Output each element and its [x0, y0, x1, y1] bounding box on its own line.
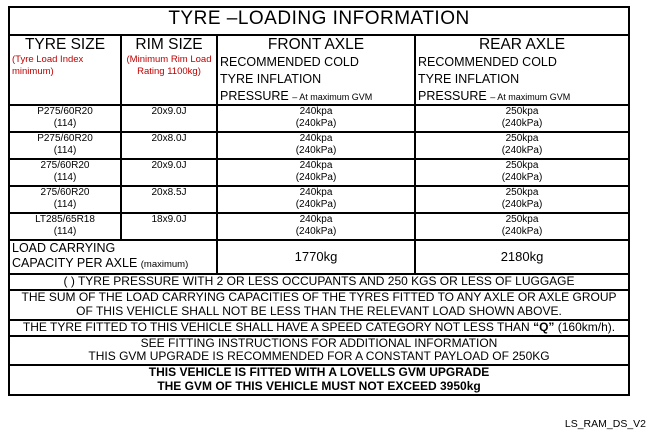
front-axle-header — [217, 35, 415, 105]
speed-category-note — [9, 320, 629, 336]
rear-pressure-value: 250kpa — [505, 133, 539, 145]
front-load-capacity: 1770kg — [217, 240, 415, 274]
load-sum-note: THE SUM OF THE LOAD CARRYING CAPACITIES OF THE TYRES FITTED TO ANY AXLE OR AXLE GROUP OF THIS VEHICLE SHALL NOT BE LESS THAN THE RELEVANT LOAD SHOWN ABOVE. — [9, 290, 629, 320]
front-pressure-label: PRESSURE — [220, 88, 289, 103]
front-pressure-value: 240kpa — [299, 160, 333, 172]
fitting-note-line2: THIS GVM UPGRADE IS RECOMMENDED FOR A CONSTANT PAYLOAD OF 250KG — [88, 349, 550, 364]
rear-pressure-alt: (240kPa) — [501, 198, 543, 210]
rear-pressure-alt: (240kPa) — [501, 225, 543, 237]
rear-pressure-cell — [415, 159, 629, 186]
front-pressure-value: 240kpa — [299, 106, 333, 118]
upgrade-note-row — [9, 365, 629, 395]
table-row — [9, 132, 629, 159]
tyre-size-cell — [9, 159, 121, 186]
front-pressure-cell — [217, 132, 415, 159]
rear-pressure-cell — [415, 105, 629, 132]
tyre-size-note: (Tyre Load Index minimum) — [12, 53, 84, 78]
load-index-value: (114) — [53, 144, 77, 156]
tyre-size-header — [9, 35, 121, 105]
front-pressure-cell — [217, 186, 415, 213]
front-pressure-value: 240kpa — [299, 133, 333, 145]
rear-pressure-note: – At maximum GVM — [490, 91, 571, 102]
speed-category: “Q” — [533, 319, 555, 334]
front-pressure-alt: (240kPa) — [295, 144, 337, 156]
front-pressure-cell — [217, 213, 415, 240]
tyre-size-cell — [9, 105, 121, 132]
upgrade-note-line2: THE GVM OF THIS VEHICLE MUST NOT EXCEED 3950kg — [157, 379, 481, 394]
rear-pressure-cell — [415, 213, 629, 240]
rim-size-header — [121, 35, 217, 105]
gvm-upgrade-note — [9, 365, 629, 395]
pressure-note-row — [9, 274, 629, 290]
table-title: TYRE –LOADING INFORMATION — [9, 7, 629, 35]
speed-note-suffix: (160km/h). — [557, 319, 616, 334]
speed-note-row — [9, 320, 629, 336]
header-row — [9, 35, 629, 105]
front-pressure-alt: (240kPa) — [295, 117, 337, 129]
front-pressure-value: 240kpa — [299, 214, 333, 226]
fitting-note-row — [9, 336, 629, 366]
load-capacity-line2: CAPACITY PER AXLE — [12, 255, 138, 270]
load-index-value: (114) — [53, 225, 77, 237]
load-capacity-note: (maximum) — [140, 258, 189, 270]
load-index-value: (114) — [53, 198, 77, 210]
rim-size-cell: 20x9.0J — [121, 159, 217, 186]
tyre-size-value: 275/60R20 — [40, 160, 90, 172]
front-pressure-alt: (240kPa) — [295, 198, 337, 210]
fitting-note — [9, 336, 629, 366]
table-row — [9, 105, 629, 132]
rim-size-cell: 18x9.0J — [121, 213, 217, 240]
tyre-size-value: LT285/65R18 — [35, 214, 95, 226]
rear-recommended-line2: TYRE INFLATION — [418, 71, 520, 86]
table-row — [9, 186, 629, 213]
tyre-size-value: P275/60R20 — [37, 133, 93, 145]
rear-pressure-cell — [415, 132, 629, 159]
load-capacity-row — [9, 240, 629, 274]
rear-pressure-alt: (240kPa) — [501, 144, 543, 156]
pressure-note: ( ) TYRE PRESSURE WITH 2 OR LESS OCCUPANTS AND 250 KGS OR LESS OF LUGGAGE — [9, 274, 629, 290]
front-pressure-cell — [217, 105, 415, 132]
tyre-size-cell — [9, 213, 121, 240]
front-pressure-alt: (240kPa) — [295, 225, 337, 237]
rim-size-cell: 20x8.5J — [121, 186, 217, 213]
front-axle-label: FRONT AXLE — [267, 36, 365, 53]
rear-pressure-value: 250kpa — [505, 106, 539, 118]
tyre-loading-table — [8, 6, 630, 396]
rear-pressure-alt: (240kPa) — [501, 171, 543, 183]
rear-pressure-value: 250kpa — [505, 160, 539, 172]
rear-pressure-label: PRESSURE — [418, 88, 487, 103]
rim-size-note: (Minimum Rim Load Rating 1100kg) — [126, 53, 212, 78]
rim-size-label: RIM SIZE — [135, 36, 203, 53]
load-index-value: (114) — [53, 171, 77, 183]
tyre-size-cell — [9, 132, 121, 159]
tyre-size-label: TYRE SIZE — [24, 36, 106, 53]
load-index-value: (114) — [53, 117, 77, 129]
rear-pressure-value: 250kpa — [505, 187, 539, 199]
rear-pressure-alt: (240kPa) — [501, 117, 543, 129]
front-pressure-value: 240kpa — [299, 187, 333, 199]
speed-note-prefix: THE TYRE FITTED TO THIS VEHICLE SHALL HAVE A SPEED CATEGORY NOT LESS THAN — [22, 319, 530, 334]
document-code: LS_RAM_DS_V2 — [564, 418, 646, 430]
tyre-size-value: 275/60R20 — [40, 187, 90, 199]
rim-size-cell: 20x9.0J — [121, 105, 217, 132]
rear-pressure-cell — [415, 186, 629, 213]
tyre-size-value: P275/60R20 — [37, 106, 93, 118]
rim-size-cell: 20x8.0J — [121, 132, 217, 159]
tyre-size-cell — [9, 186, 121, 213]
rear-load-capacity: 2180kg — [415, 240, 629, 274]
fitting-note-line1: SEE FITTING INSTRUCTIONS FOR ADDITIONAL INFORMATION — [140, 335, 498, 350]
upgrade-note-line1: THIS VEHICLE IS FITTED WITH A LOVELLS GVM UPGRADE — [148, 365, 490, 380]
rear-axle-header — [415, 35, 629, 105]
front-recommended-line1: RECOMMENDED COLD — [220, 54, 359, 69]
title-row — [9, 7, 629, 35]
rear-recommended-line1: RECOMMENDED COLD — [418, 54, 557, 69]
rear-pressure-value: 250kpa — [505, 214, 539, 226]
front-pressure-cell — [217, 159, 415, 186]
front-recommended-line2: TYRE INFLATION — [220, 71, 322, 86]
front-pressure-note: – At maximum GVM — [292, 91, 373, 102]
load-capacity-label — [9, 240, 217, 274]
load-capacity-line1: LOAD CARRYING — [12, 241, 116, 256]
table-row — [9, 213, 629, 240]
sum-note-row — [9, 290, 629, 320]
rear-axle-label: REAR AXLE — [478, 36, 566, 53]
front-pressure-alt: (240kPa) — [295, 171, 337, 183]
table-row — [9, 159, 629, 186]
